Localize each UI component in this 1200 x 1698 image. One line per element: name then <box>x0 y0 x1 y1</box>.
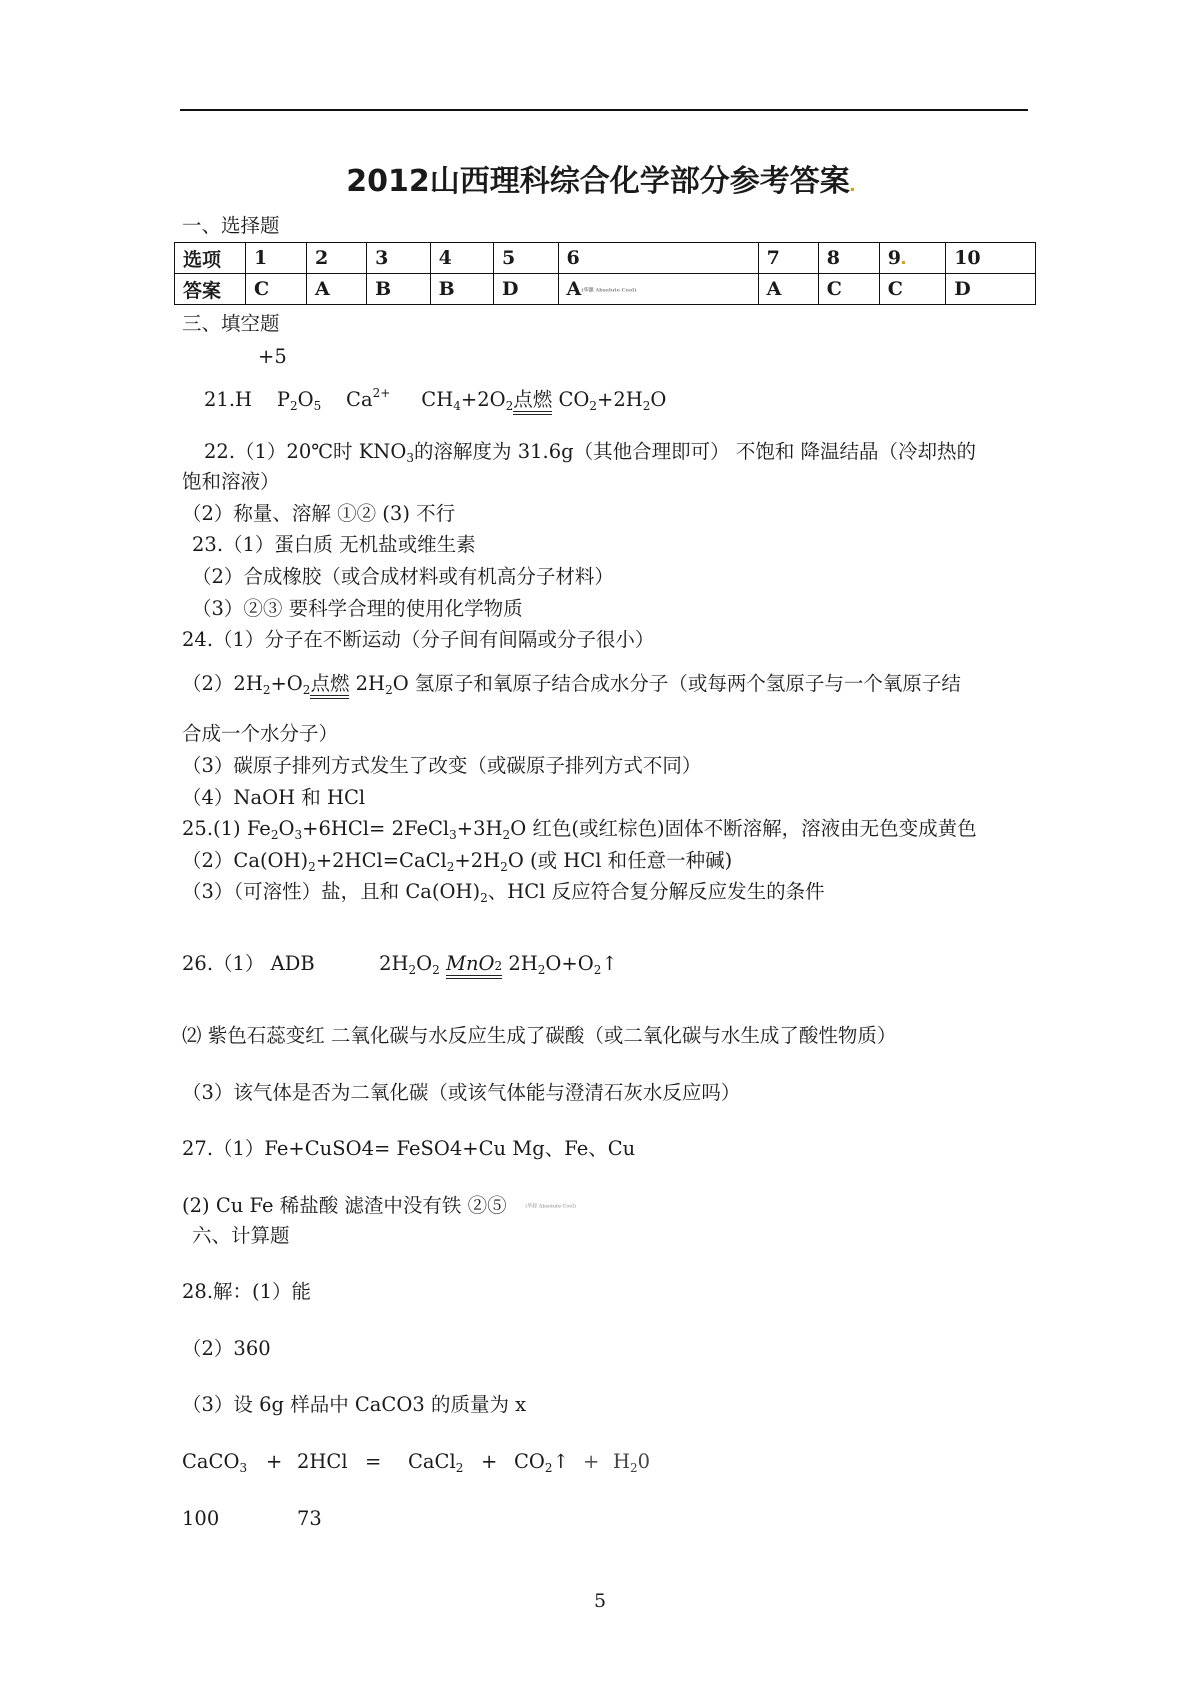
q22-line-2: 饱和溶液） <box>182 470 280 493</box>
q24-line-2: $(2)2H_2+O_2$点燃 $2H_2O$ 氢原子和氧原子结合成水分子（或每两个氢原子与一个氧原子结 <box>182 672 961 697</box>
q27-line-1: 27.（1）Fe+CuSO4= FeSO4+Cu Mg、Fe、Cu <box>182 1137 636 1160</box>
table-row-options <box>175 243 1036 274</box>
q27-line-2: (2) Cu Fe 稀盐酸 滤渣中没有铁 ②⑤ (华源 Absolute Cool) <box>182 1194 576 1217</box>
q24-line-4: （3）碳原子排列方式发生了改变（或碳原子排列方式不同） <box>182 754 702 777</box>
table-cell: C <box>879 274 945 305</box>
gas-arrow-icon: ↑ <box>552 1450 569 1473</box>
page-title: 2012山西理科综合化学部分参考答案 <box>0 156 1200 200</box>
q28-line-1: 28.解：(1）能 <box>182 1280 312 1303</box>
q28-equation: CaCO$_3$ + 2HCl = CaCl$_2$ + $CO_2↑$ + $H_20$ <box>182 1450 651 1475</box>
table-cell: 1 <box>246 243 307 274</box>
table-cell: A <box>758 274 818 305</box>
q26-line-1: 26.（1） ADB $2H_2O_2$ MnO2 $2H_2O+O_2↑$ <box>182 952 618 977</box>
q25-line-1: 25.(1) $Fe_2O_3+6HCl=$ $2FeCl_3+3H_2O$ 红色(或红棕色)固体不断溶解，溶液由无色变成黄色 <box>182 817 977 842</box>
q23-line-1: 23.（1）蛋白质 无机盐或维生素 <box>192 533 476 556</box>
table-cell: 4 <box>430 243 493 274</box>
q28-line-2: （2）360 <box>182 1337 271 1360</box>
page-number: 5 <box>593 1590 607 1612</box>
yellow-dot-mark <box>902 261 905 264</box>
section-choice-heading: 一、选择题 <box>182 214 280 237</box>
reaction-condition-catalyst: MnO2 <box>445 952 503 975</box>
table-cell: 10 <box>946 243 1036 274</box>
table-cell: C <box>818 274 879 305</box>
table-cell: D <box>494 274 559 305</box>
table-cell: D <box>946 274 1036 305</box>
q26-line-3: （3）该气体是否为二氧化碳（或该气体能与澄清石灰水反应吗） <box>182 1081 741 1104</box>
table-cell: 3 <box>367 243 430 274</box>
table-cell: A(华源 Absolute Cool) <box>558 274 758 305</box>
table-cell: B <box>367 274 430 305</box>
q24-line-5: （4）NaOH 和 HCl <box>182 786 366 809</box>
table-cell: 7 <box>758 243 818 274</box>
table-row-answers <box>175 274 1036 305</box>
table-cell: 6 <box>558 243 758 274</box>
header-rule <box>180 109 1028 111</box>
table-cell: 答案 <box>175 274 246 305</box>
q26-line-2: ⑵ 紫色石蕊变红 二氧化碳与水反应生成了碳酸（或二氧化碳与水生成了酸性物质） <box>182 1024 897 1047</box>
section-calc-heading: 六、计算题 <box>192 1224 290 1247</box>
q23-line-3: （3）②③ 要科学合理的使用化学物质 <box>192 597 523 620</box>
table-cell: A <box>307 274 367 305</box>
reaction-condition: 点燃 <box>513 388 553 411</box>
answer-table <box>174 242 1036 305</box>
q21-line: 21.H $P_2O_5$ $Ca^{2+}$ $CH_4+2O_2$点燃 $CO_2+2H_2O$ <box>204 386 667 413</box>
section-fill-heading: 三、填空题 <box>182 312 280 335</box>
q25-line-3: （3）（可溶性）盐，且和 $Ca(OH)_2$、HCl 反应符合复分解反应发生的条件 <box>182 880 825 905</box>
q22-line-3: （2）称量、溶解 ①② (3) 不行 <box>182 502 456 525</box>
q28-line-3: （3）设 6g 样品中 CaCO3 的质量为 x <box>182 1393 527 1416</box>
watermark-note: (华源 Absolute Cool) <box>581 287 637 294</box>
q28-masses: 100 73 <box>182 1507 322 1530</box>
table-cell: B <box>430 274 493 305</box>
table-cell: C <box>246 274 307 305</box>
table-cell: 9 <box>879 243 945 274</box>
gas-arrow-icon: ↑ <box>601 952 618 975</box>
table-cell: 2 <box>307 243 367 274</box>
table-cell: 5 <box>494 243 559 274</box>
q21-valence-mark: +5 <box>258 345 287 368</box>
table-cell: 选项 <box>175 243 246 274</box>
q23-line-2: （2）合成橡胶（或合成材料或有机高分子材料） <box>192 565 614 588</box>
yellow-dot-mark <box>851 188 854 191</box>
q24-line-3: 合成一个水分子） <box>182 722 339 745</box>
q22-line-1: 22.（1）20℃时 $KNO_3$的溶解度为 31.6g（其他合理即可） 不饱和 降温结晶（冷却热的 <box>204 440 977 465</box>
reaction-condition: 点燃 <box>310 672 350 695</box>
watermark-note: (华源 Absolute Cool) <box>525 1203 576 1210</box>
table-cell: 8 <box>818 243 879 274</box>
q25-line-2: $(2)Ca(OH)_2+2HCl=CaCl_2+2H_2O$ (或 HCl 和任意一种碱) <box>182 849 733 874</box>
q24-line-1: 24.（1）分子在不断运动（分子间有间隔或分子很小） <box>182 628 655 651</box>
